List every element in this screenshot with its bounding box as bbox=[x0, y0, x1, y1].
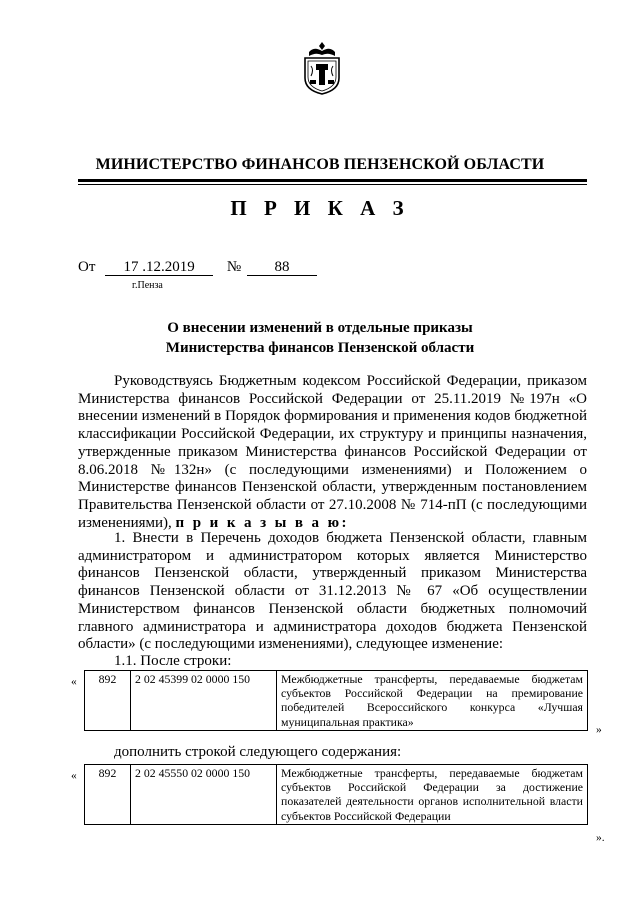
preamble bbox=[78, 373, 587, 532]
table1-open-quote: « bbox=[71, 676, 77, 688]
order-title-line1: О внесении изменений в отдельные приказы bbox=[167, 320, 473, 336]
table2-description: Межбюджетные трансферты, передаваемые бюджетам субъектов Российской Федерации за достижение показателей деятельности органов исполнительной власти субъектов Российской Федерации bbox=[277, 765, 588, 825]
ministry-name: МИНИСТЕРСТВО ФИНАНСОВ ПЕНЗЕНСКОЙ ОБЛАСТИ bbox=[95, 156, 545, 173]
preamble-emphasis: п р и к а з ы в а ю: bbox=[175, 514, 349, 531]
coat-of-arms-icon bbox=[301, 40, 343, 95]
order-title-line2: Министерства финансов Пензенской области bbox=[165, 340, 475, 356]
add-line: дополнить строкой следующего содержания: bbox=[114, 744, 402, 760]
header-rule-thin bbox=[78, 184, 587, 185]
order-title bbox=[0, 318, 640, 358]
order-number: 88 bbox=[247, 259, 317, 276]
table1-close-quote: » bbox=[596, 724, 602, 736]
header-rule-thick bbox=[78, 179, 587, 182]
table2-open-quote: « bbox=[71, 770, 77, 782]
item-1-1: 1.1. После строки: bbox=[114, 653, 232, 669]
table1 bbox=[84, 670, 588, 731]
number-prefix: № bbox=[226, 259, 242, 275]
table2-admin-code: 892 bbox=[85, 765, 131, 825]
table2-close-quote: ». bbox=[596, 832, 605, 844]
item-1-text: 1. Внести в Перечень доходов бюджета Пензенской области, главным администратором и администратором которых является Министерство финансов Пензенской области, утвержденный приказом Министерства финансов Пензенской области от 31.12.2013 № 67 «Об осуществлении Министерством финансов Пензенской области бюджетных полномочий главного администратора и администратора доходов бюджета Пензенской области» (с последующими изменениями), следующее изменение: bbox=[78, 530, 587, 653]
item-1 bbox=[78, 530, 587, 654]
document-type: П Р И К А З bbox=[230, 196, 410, 220]
preamble-text: Руководствуясь Бюджетным кодексом Российской Федерации, приказом Министерства финансов Российской Федерации от 25.11.2019 №197н «О внесении изменений в Порядок формирования и применения кодов бюджетной классификации Российской Федерации, их структуру и принципы назначения, утвержденные приказом Министерства финансов Российской Федерации от 8.06.2018 №132н» (с последующими изменениями) и Положением о Министерстве финансов Пензенской области, утвержденным постановлением Правительства Пензенской области от 27.10.2008 № 714-пП (с последующими изменениями), bbox=[78, 373, 587, 531]
order-date: 17 .12.2019 bbox=[105, 259, 213, 276]
city-label: г.Пенза bbox=[132, 280, 163, 291]
table2-revenue-code: 2 02 45550 02 0000 150 bbox=[131, 765, 277, 825]
table1-revenue-code: 2 02 45399 02 0000 150 bbox=[131, 671, 277, 731]
table1-description: Межбюджетные трансферты, передаваемые бюджетам субъектов Российской Федерации на премирование победителей Всероссийского конкурса «Лучшая муниципальная практика» bbox=[277, 671, 588, 731]
date-number-line bbox=[78, 259, 317, 276]
table2 bbox=[84, 764, 588, 825]
date-prefix: От bbox=[78, 259, 96, 275]
table1-admin-code: 892 bbox=[85, 671, 131, 731]
table-row bbox=[85, 765, 588, 825]
table-row bbox=[85, 671, 588, 731]
